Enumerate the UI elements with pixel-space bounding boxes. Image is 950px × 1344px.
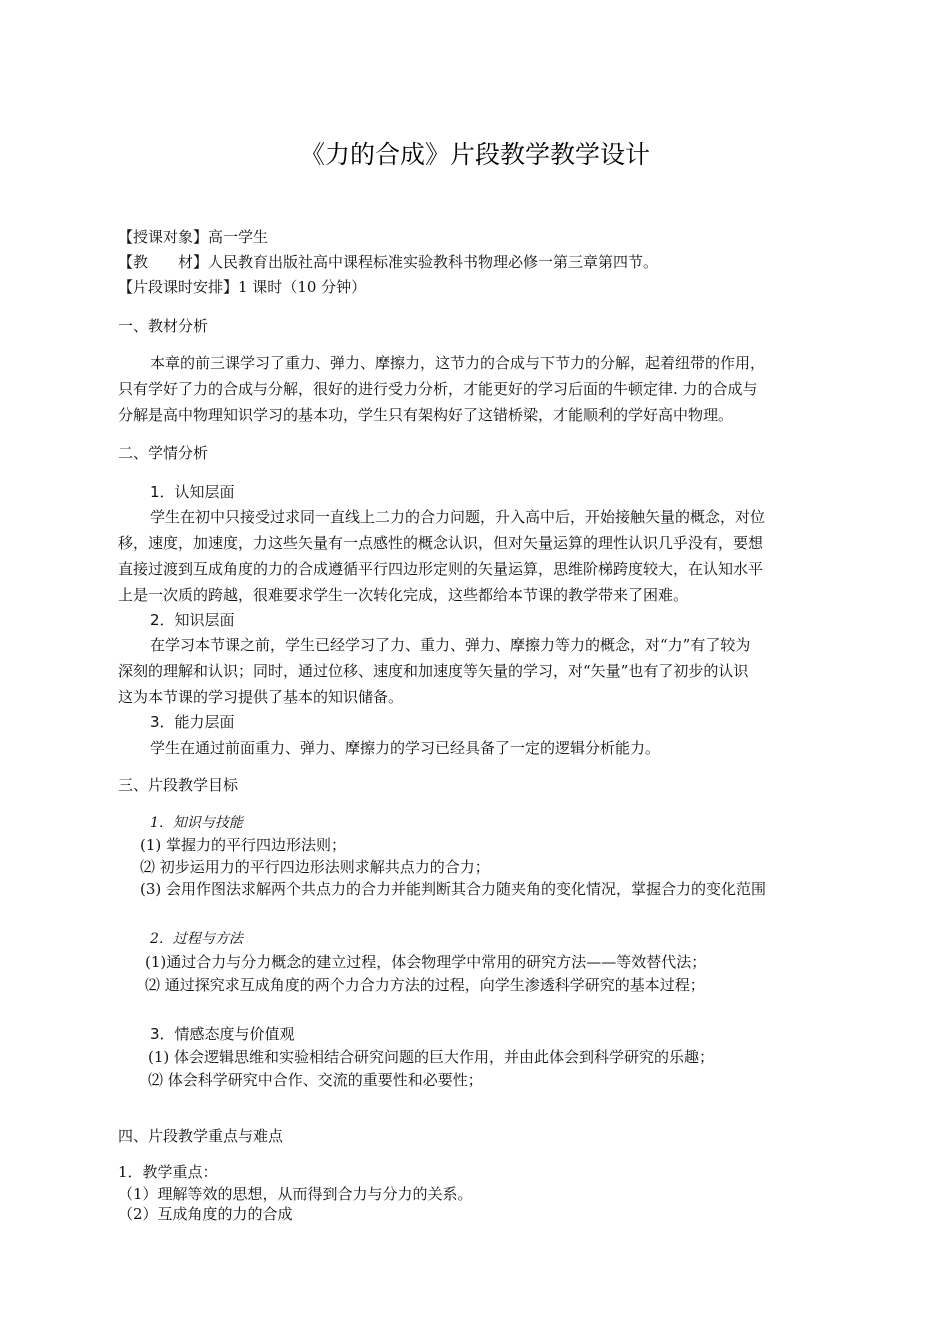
paragraph-line: 在学习本节课之前，学生已经学习了力、重力、弹力、摩擦力等力的概念，对“力”有了较为: [150, 636, 751, 654]
paragraph-line: 学生在通过前面重力、弹力、摩擦力的学习已经具备了一定的逻辑分析能力。: [150, 739, 661, 757]
meta-textbook: 【教 材】人民教育出版社高中课程标准实验教科书物理必修一第三章第四节。: [118, 253, 659, 271]
list-item: ⑵ 初步运用力的平行四边形法则求解共点力的合力；: [140, 858, 490, 876]
section-heading-key-points: 四、片段教学重点与难点: [118, 1127, 284, 1145]
subheading-knowledge-skills: 1．知识与技能: [150, 815, 243, 831]
section-heading-learner-analysis: 二、学情分析: [118, 444, 209, 462]
meta-audience: 【授课对象】高一学生: [118, 228, 269, 246]
list-item: ⑵ 通过探究求互成角度的两个力合力方法的过程，向学生渗透科学研究的基本过程；: [145, 976, 705, 994]
paragraph-line: 深刻的理解和认识；同时，通过位移、速度和加速度等矢量的学习，对“矢量”也有了初步的认识: [118, 662, 749, 680]
meta-schedule: 【片段课时安排】1 课时（10 分钟）: [118, 278, 367, 296]
list-item: (3) 会用作图法求解两个共点力的合力并能判断其合力随夹角的变化情况，掌握合力的变化范围: [140, 880, 767, 898]
paragraph-line: 上是一次质的跨越，很难要求学生一次转化完成，这些都给本节课的教学带来了困难。: [118, 586, 689, 604]
document-title: 《力的合成》片段教学教学设计: [299, 140, 650, 169]
subheading-ability: 3．能力层面: [150, 713, 235, 731]
list-item: ⑵ 体会科学研究中合作、交流的重要性和必要性；: [148, 1071, 483, 1089]
paragraph-line: 移，速度，加速度，力这些矢量有一点感性的概念认识，但对矢量运算的理性认识几乎没有，要想: [118, 534, 764, 552]
section-heading-textbook-analysis: 一、教材分析: [118, 317, 209, 335]
paragraph-line: 这为本节课的学习提供了基本的知识储备。: [118, 688, 404, 706]
paragraph-line: 直接过渡到互成角度的力的合成遵循平行四边形定则的矢量运算，思维阶梯跨度较大，在认知水平: [118, 560, 764, 578]
subheading-process-methods: 2．过程与方法: [150, 931, 243, 947]
paragraph-line: 本章的前三课学习了重力、弹力、摩擦力，这节力的合成与下节力的分解，起着纽带的作用，: [150, 354, 766, 372]
list-item: （1）理解等效的思想，从而得到合力与分力的关系。: [118, 1185, 473, 1203]
section-heading-teaching-goals: 三、片段教学目标: [118, 776, 239, 794]
paragraph-line: 学生在初中只接受过求同一直线上二力的合力问题，升入高中后，开始接触矢量的概念，对位: [150, 508, 766, 526]
subheading-key-points: 1．教学重点：: [118, 1163, 218, 1181]
subheading-knowledge: 2．知识层面: [150, 611, 235, 629]
subheading-attitude-values: 3．情感态度与价值观: [150, 1025, 295, 1043]
list-item: （2）互成角度的力的合成: [118, 1205, 293, 1223]
list-item: (1)通过合力与分力概念的建立过程，体会物理学中常用的研究方法——等效替代法；: [145, 953, 707, 971]
paragraph-line: 只有学好了力的合成与分解，很好的进行受力分析，才能更好的学习后面的牛顿定律. 力的合成与: [118, 380, 758, 398]
list-item: (1) 掌握力的平行四边形法则；: [140, 836, 347, 854]
paragraph-line: 分解是高中物理知识学习的基本功，学生只有架构好了这错桥梁，才能顺利的学好高中物理。: [118, 406, 734, 424]
subheading-cognitive: 1．认知层面: [150, 483, 235, 501]
list-item: (1) 体会逻辑思维和实验相结合研究问题的巨大作用，并由此体会到科学研究的乐趣；: [148, 1048, 715, 1066]
